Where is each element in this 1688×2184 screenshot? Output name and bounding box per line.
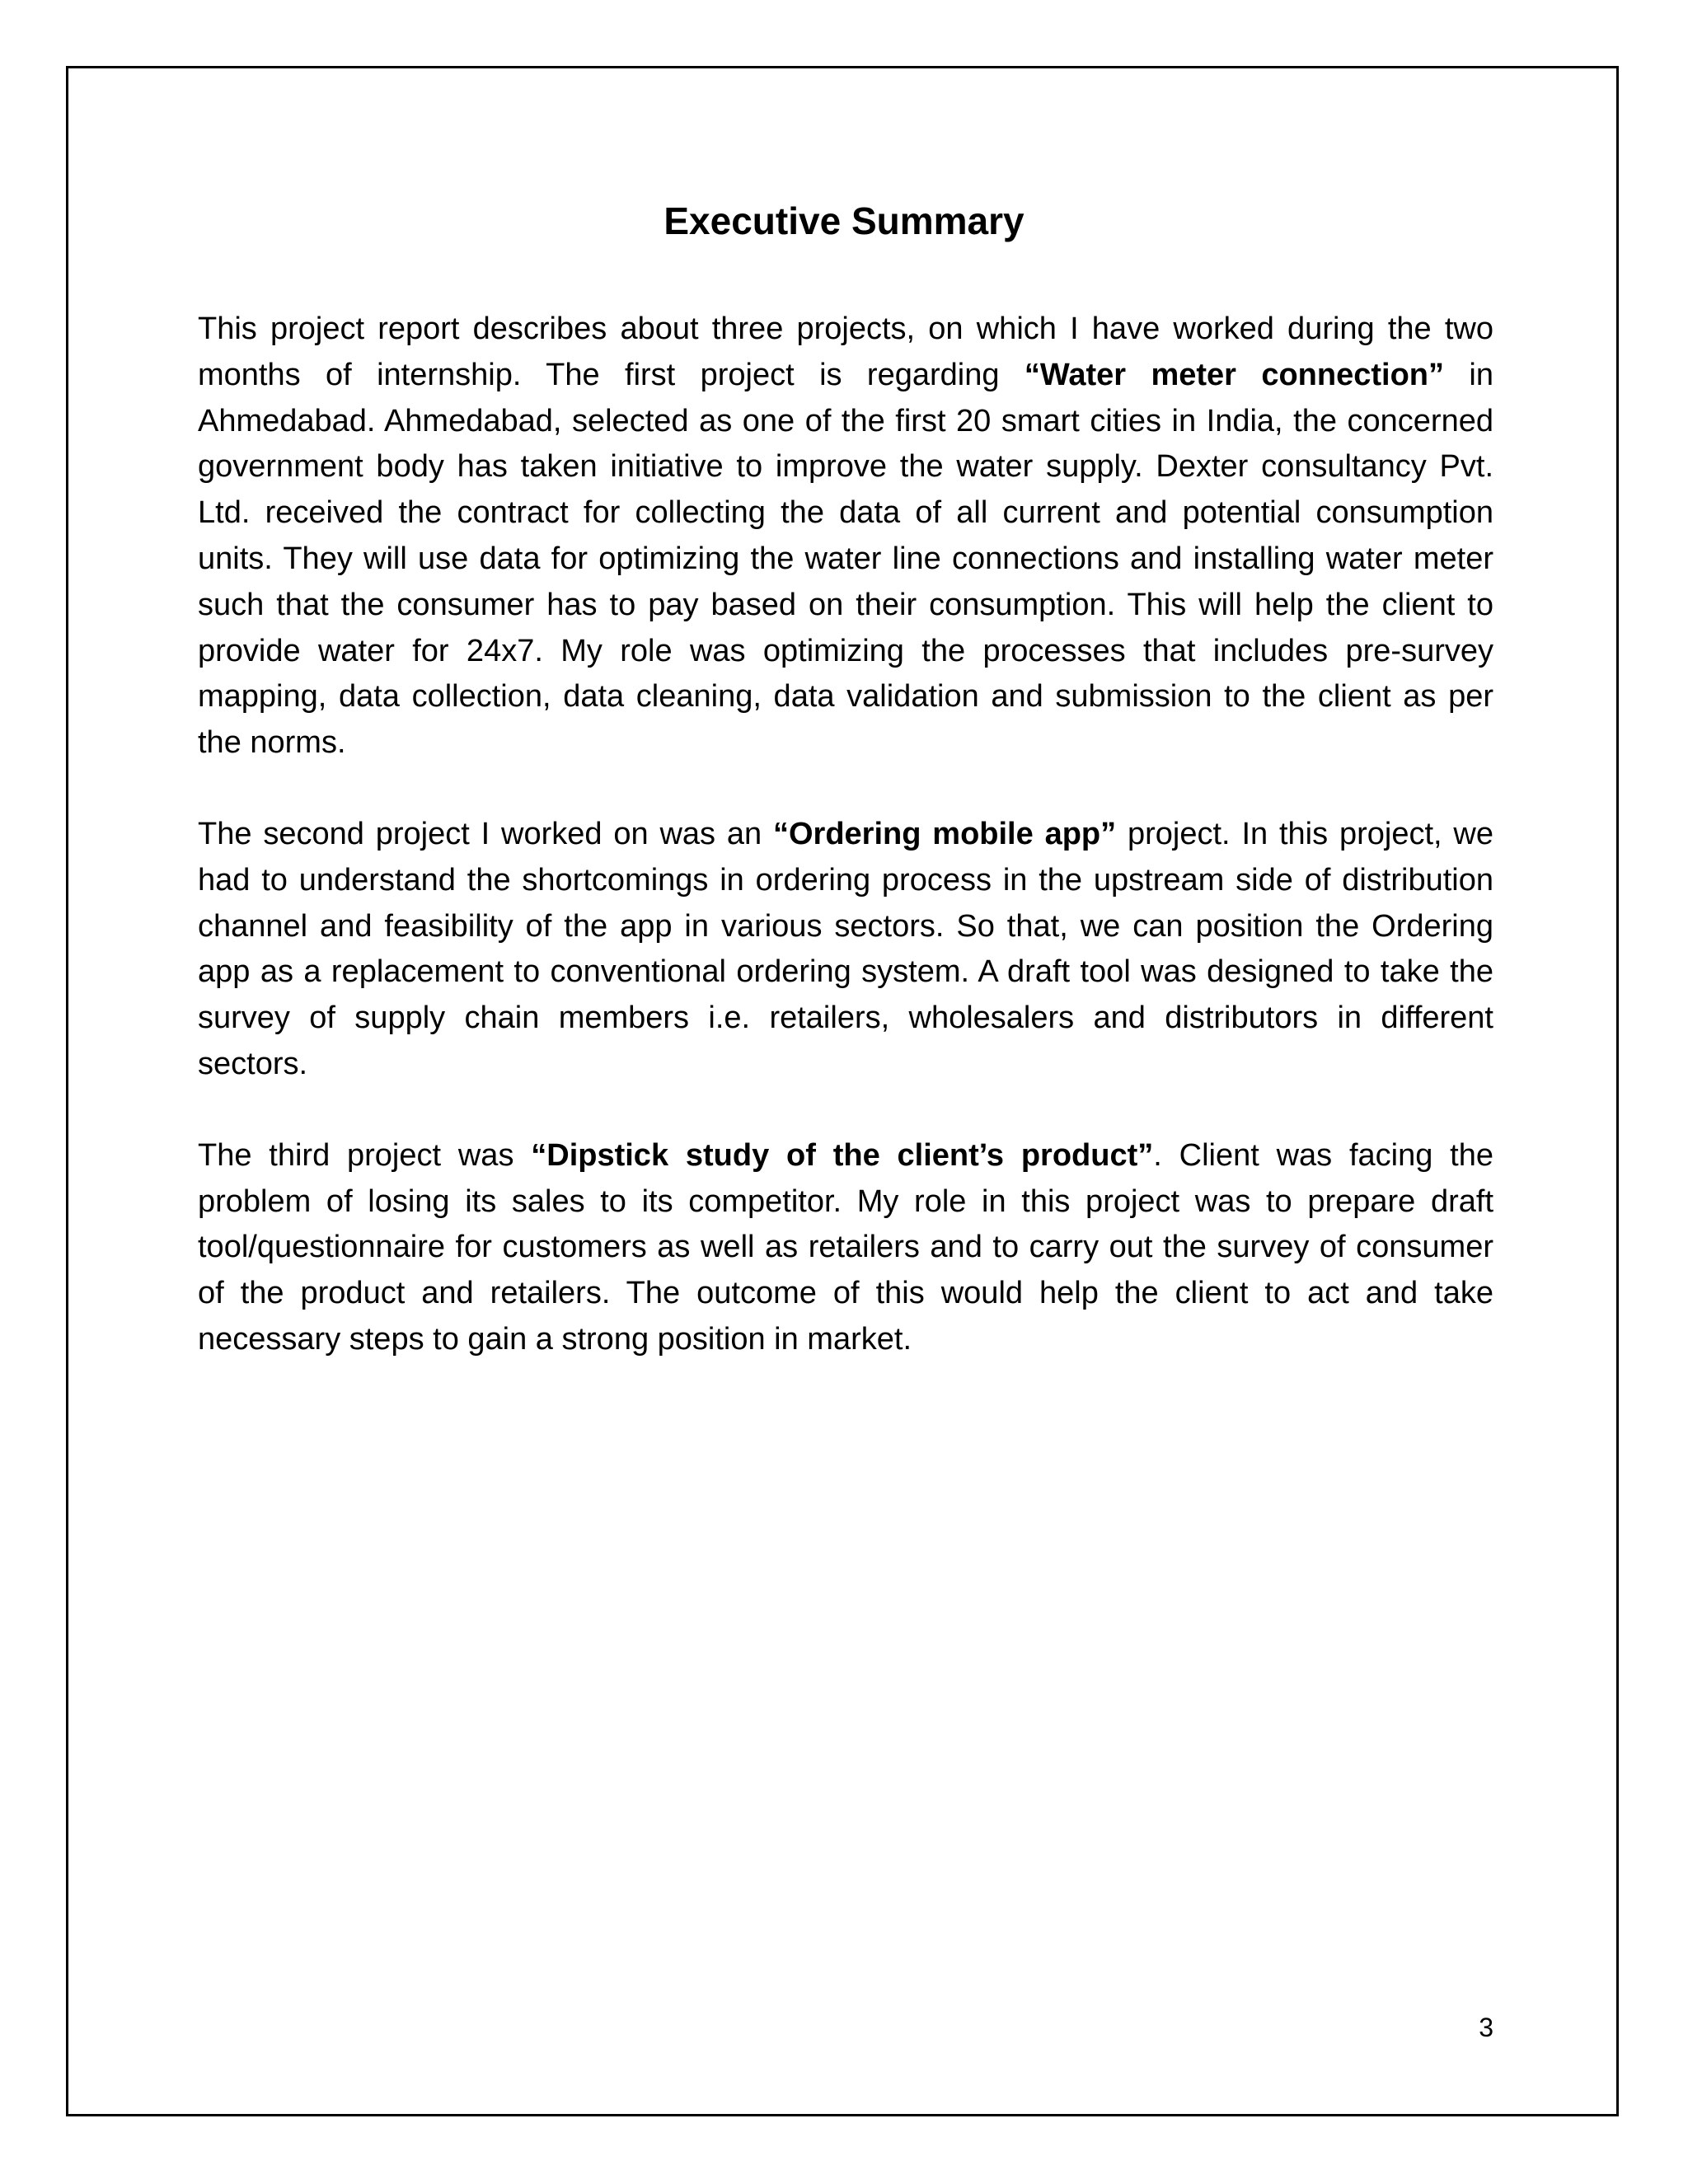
paragraph-text: . Client was facing the problem of losing its sales to its competitor. My role in this project was to prepare draft tool/questionnaire for customers as well as retailers and to carry out the survey of consumer of the product and retailers. The outcome of this would help the client to act and take necessary steps to gain a strong position in market. <box>198 1137 1493 1357</box>
paragraph-ordering-app-project <box>198 812 1493 1088</box>
project-name-bold: “Ordering mobile app” <box>772 816 1117 851</box>
paragraph-text: in Ahmedabad. Ahmedabad, selected as one of the first 20 smart cities in India, the concerned government body has taken initiative to improve the water supply. Dexter consultancy Pvt. Ltd. received the contract for collecting the data of all current and potential consumption units. They will use data for optimizing the water line connections and installing water meter such that the consumer has to pay based on their consumption. This will help the client to provide water for 24x7. My role was optimizing the processes that includes pre-survey mapping, data collection, data cleaning, data validation and submission to the client as per the norms. <box>198 357 1493 761</box>
project-name-bold: “Dipstick study of the client’s product” <box>531 1137 1154 1173</box>
paragraph-text: This project report describes about three projects, on which I have worked during the two months of internship. The first project is regarding <box>198 312 1493 392</box>
paragraph-text: The third project was <box>198 1137 532 1173</box>
paragraph-text: project. In this project, we had to understand the shortcomings in ordering process in the upstream side of distribution channel and feasibility of the app in various sectors. So that, we can position the Ordering app as a replacement to conventional ordering system. A draft tool was designed to take the survey of supply chain members i.e. retailers, wholesalers and distributors in different sectors. <box>198 816 1493 1081</box>
paragraph-text: The second project I worked on was an <box>198 816 773 851</box>
project-name-bold: “Water meter connection” <box>1024 357 1445 392</box>
document-body <box>198 307 1493 1408</box>
paragraph-dipstick-study-project <box>198 1133 1493 1363</box>
paragraph-water-meter-project <box>198 307 1493 766</box>
page-number: 3 <box>1479 2013 1493 2042</box>
page-title: Executive Summary <box>663 199 1025 242</box>
